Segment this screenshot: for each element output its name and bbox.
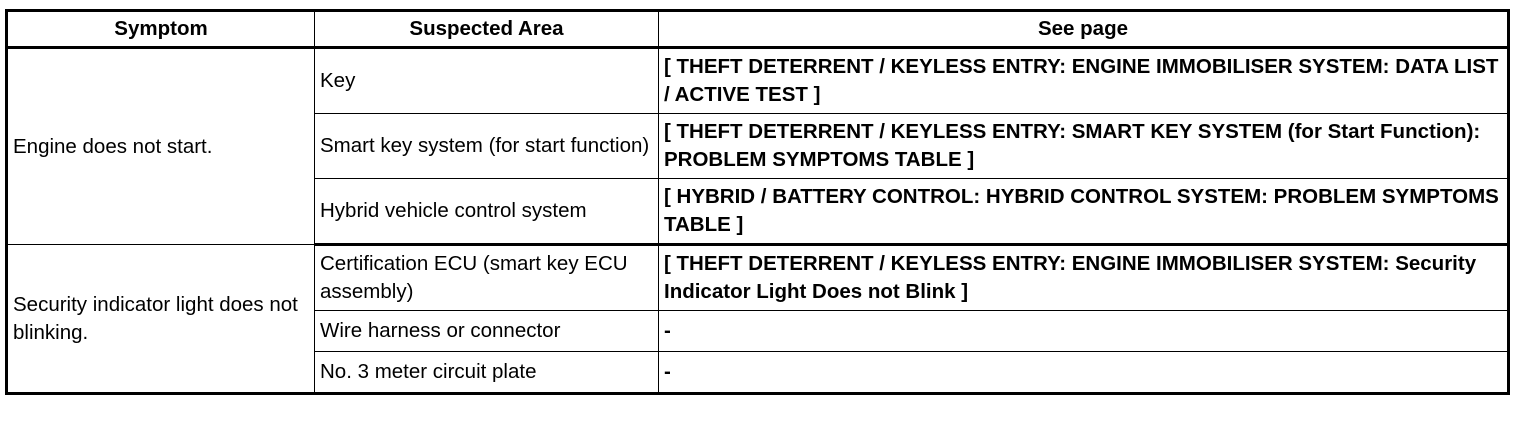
problem-symptoms-table [5,9,1510,395]
see-page-cell: [ THEFT DETERRENT / KEYLESS ENTRY: ENGINE IMMOBILISER SYSTEM: Security Indicator Light Does not Blink ] [659,245,1509,311]
suspected-area-cell: Smart key system (for start function) [315,114,659,179]
symptom-cell: Engine does not start. [7,48,315,245]
suspected-area-cell: Wire harness or connector [315,311,659,352]
header-see-page: See page [659,11,1509,48]
table-row [7,245,1509,311]
see-page-cell: - [659,311,1509,352]
see-page-cell: [ HYBRID / BATTERY CONTROL: HYBRID CONTROL SYSTEM: PROBLEM SYMPTOMS TABLE ] [659,179,1509,245]
see-page-cell: [ THEFT DETERRENT / KEYLESS ENTRY: ENGINE IMMOBILISER SYSTEM: DATA LIST / ACTIVE TEST ] [659,48,1509,114]
see-page-cell: [ THEFT DETERRENT / KEYLESS ENTRY: SMART KEY SYSTEM (for Start Function): PROBLEM SYMPTOMS TABLE ] [659,114,1509,179]
see-page-cell: - [659,352,1509,394]
suspected-area-cell: Key [315,48,659,114]
suspected-area-cell: Hybrid vehicle control system [315,179,659,245]
symptom-cell: Security indicator light does not blinking. [7,245,315,394]
suspected-area-cell: No. 3 meter circuit plate [315,352,659,394]
suspected-area-cell: Certification ECU (smart key ECU assembly) [315,245,659,311]
table-row [7,48,1509,114]
symptom-table-container [5,9,1510,395]
table-header-row [7,11,1509,48]
header-symptom: Symptom [7,11,315,48]
header-suspected-area: Suspected Area [315,11,659,48]
